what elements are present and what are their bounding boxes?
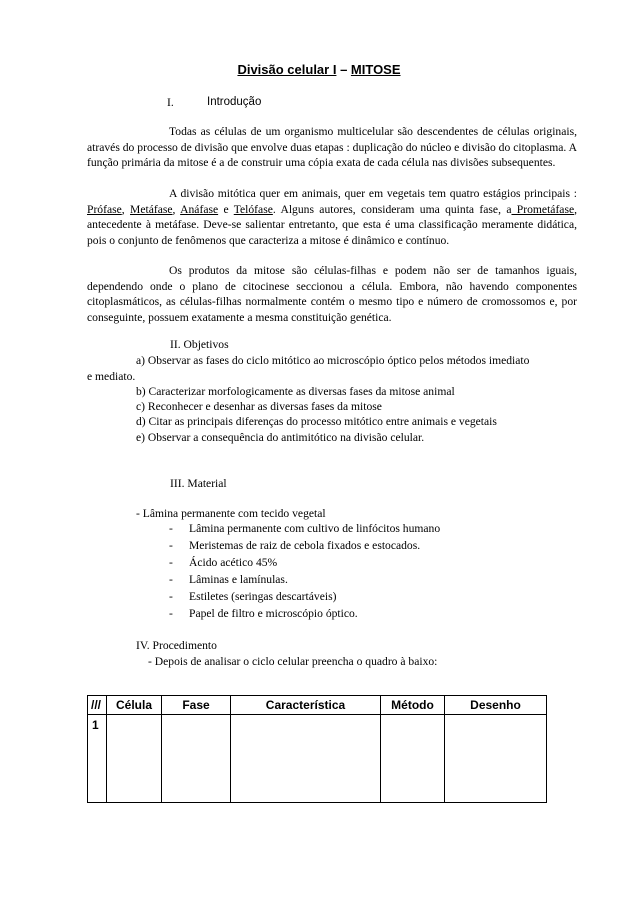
table-cell-desenho[interactable]	[445, 715, 547, 803]
intro-p2-a: A divisão mitótica quer em animais, quer em vegetais tem quatro estágios principais :	[169, 187, 577, 200]
phase-anafase: Anáfase	[180, 202, 219, 216]
title-part1: Divisão celular I	[237, 62, 337, 77]
table-header-fase: Fase	[162, 696, 231, 715]
table-row-number: 1	[88, 715, 107, 803]
table-row	[88, 715, 547, 803]
phase-telofase: Telófase	[233, 202, 273, 216]
table-cell-fase[interactable]	[162, 715, 231, 803]
phases-table	[87, 695, 547, 803]
dash-bullet: -	[169, 590, 173, 603]
title-separator: –	[336, 62, 351, 77]
phase-metafase: Metáfase	[130, 202, 173, 216]
table-header-celula: Célula	[107, 696, 162, 715]
objective-e: e) Observar a consequência do antimitótico na divisão celular.	[136, 431, 425, 444]
section-intro-numeral: I.	[167, 96, 174, 109]
table-header-row	[88, 696, 547, 715]
procedure-instruction: - Depois de analisar o ciclo celular preencha o quadro à baixo:	[148, 655, 438, 668]
dash-bullet: -	[169, 522, 173, 535]
material-item	[169, 539, 420, 552]
objective-c: c) Reconhecer e desenhar as diversas fases da mitose	[136, 400, 382, 413]
intro-paragraph-1	[87, 124, 577, 171]
table-header-metodo: Método	[381, 696, 445, 715]
material-item-text: Meristemas de raiz de cebola fixados e estocados.	[189, 539, 421, 552]
material-item-text: Lâminas e lamínulas.	[189, 573, 288, 586]
section-material-heading: III. Material	[170, 477, 227, 490]
objective-a-line2: e mediato.	[87, 370, 136, 383]
intro-paragraph-3	[87, 263, 577, 325]
table-cell-caracteristica[interactable]	[231, 715, 381, 803]
objective-a-line1: a) Observar as fases do ciclo mitótico ao microscópio óptico pelos métodos imediato	[136, 354, 530, 367]
material-item	[169, 522, 440, 535]
intro-p2-b: . Alguns autores, consideram uma quinta fase, a	[272, 202, 512, 216]
material-item-text: Estiletes (seringas descartáveis)	[189, 590, 337, 603]
intro-p2-sep2: ,	[172, 202, 181, 216]
title-part2: MITOSE	[350, 62, 401, 77]
table-header-caracteristica: Característica	[231, 696, 381, 715]
intro-paragraph-3-text: Os produtos da mitose são células-filhas e podem não ser de tamanhos iguais, dependendo onde o plano de citocinese seccionou a célula. Embora, não havendo componentes citoplasmáticos, as células-filhas normalmente contém o mesmo tipo e número de cromossomos e, por conseguinte, possuem exatamente a mesma constituição genética.	[87, 264, 577, 324]
material-item-text: Lâmina permanente com cultivo de linfócitos humano	[189, 522, 441, 535]
section-intro-heading: Introdução	[207, 96, 262, 108]
objective-b: b) Caracterizar morfologicamente as diversas fases da mitose animal	[136, 385, 455, 398]
intro-p2-sep1: ,	[121, 202, 131, 216]
objective-d: d) Citar as principais diferenças do processo mitótico entre animais e vegetais	[136, 415, 497, 428]
table-cell-celula[interactable]	[107, 715, 162, 803]
material-item	[169, 556, 277, 569]
phase-prometafase: Prometáfase	[511, 202, 575, 216]
phase-profase: Prófase	[87, 202, 122, 216]
document-title	[0, 62, 638, 77]
material-item-text: Papel de filtro e microscópio óptico.	[189, 607, 358, 620]
intro-paragraph-1-text: Todas as células de um organismo multicelular são descendentes de células originais, através do processo de divisão que envolve duas etapas : duplicação do núcleo e divisão do citoplasma. A função primária da mitose é a de construir uma cópia exata de cada célula nas divisões subsequentes.	[87, 125, 577, 169]
dash-bullet: -	[169, 573, 173, 586]
dash-bullet: -	[169, 539, 173, 552]
intro-paragraph-2	[87, 186, 577, 248]
intro-p2-e: e	[218, 202, 234, 216]
intro-p2-c: , antecedente à metáfase. Deve-se salientar entretanto, que esta é uma classificação meramente didática, pois o conjunto de fenômenos que caracteriza a mitose é dinâmico e contínuo.	[87, 202, 578, 247]
material-item-text: Ácido acético 45%	[189, 556, 278, 569]
table-header-desenho: Desenho	[445, 696, 547, 715]
material-item-first: - Lâmina permanente com tecido vegetal	[136, 507, 326, 520]
dash-bullet: -	[169, 556, 173, 569]
material-item	[169, 607, 358, 620]
section-objectives-heading: II. Objetivos	[170, 338, 229, 351]
section-procedure-heading: IV. Procedimento	[136, 639, 217, 652]
material-item	[169, 590, 336, 603]
dash-bullet: -	[169, 607, 173, 620]
table-header-index: ///	[88, 696, 107, 715]
material-item	[169, 573, 288, 586]
table-cell-metodo[interactable]	[381, 715, 445, 803]
